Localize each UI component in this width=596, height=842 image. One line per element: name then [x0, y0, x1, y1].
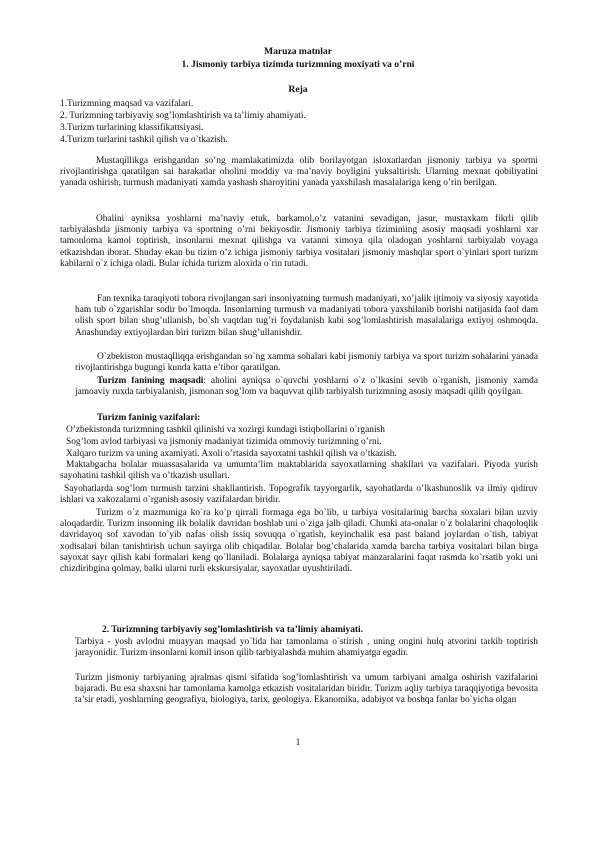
task-item: Xalqaro turizm va uning axamiyati. Axoli o’rtasida sayoxatni tashkil qilish va o’tkazish.: [66, 449, 397, 459]
plan-item: 2. Turizmning tarbiyaviy sog’lomlashtirish va ta’limiy ahamiyati.: [60, 111, 306, 121]
task-item: Sayohatlarda sog’lom turmush tarzini shakllantirish. Topografik tayyorgarlik, sayohatlarda o’lkashunoslik va ilmiy qidiruv ishlari va xakozalarni o`rganish asosiy vazifalardan biridir.: [60, 484, 538, 506]
paragraph-goal: [75, 376, 538, 398]
paragraph: Mustaqillikga erishgandan so’ng mamlakatimizda olib borilayotgan isloxatlardan jismoniy tarbiya va sportni rivojlantirishga qaratilgan sai harakatlar oholini moddiy va ma’naviy boyligini yuksaltirish. Ularning mexnat qobiliyatini yanada oshirish, turmush madaniyati xamda yashash sharoyitini yanada yaxshilash masalalariga keng o’rin berilgan.: [60, 156, 538, 189]
task-item: O’zbekistonda turizmning tashkil qilinishi va xozirgi kundagi istiqbollarini o`rganish: [66, 425, 385, 435]
paragraph: Turizm jismoniy tarbiyaning ajralmas qismi sifatida sog’lomlashtirish va umum tarbiyani amalga oshirish vazifalarini bajaradi. Bu esa shaxsni har tamonlama kamolga etkazish vositalaridan biridir. Turizm aqliy tarbiya taraqqiyotiga bevosita ta’sir etadi, yoshlarning geografiya, biologiya, tarix, geologiya. Ekanomika, adabiyot va boshqa fanlar bo`yicha olgan: [75, 673, 538, 706]
paragraph: Tarbiya - yosh avlodni muayyan maqsad yo`lida har tamonlama o`stirish , uning ongini hulq atvorini tarkib toptirish jarayonidir. Turizm insonlarni komil inson qilib tarbiyalashda muhim ahamiyatga egadir.: [75, 637, 538, 659]
lecture-subtitle: 1. Jismoniy tarbiya tizimda turizmning moxiyati va o’rni: [181, 59, 415, 70]
plan-item: 3.Turizm turlarining klassifikattsiyasi.: [60, 123, 204, 133]
plan-item: 4.Turizm turlarini tashkil qilish va o`tkazish.: [60, 135, 228, 145]
paragraph: Turizm o`z mazmuniga ko`ra ko`p qirrali formaga ega bo`lib, u tarbiya vositalarinig barcha soxalari bilan uzviy aloqadardir. Turizm insonning ilk bolalik davridan boshlab uni o`ziga jalb qiladi. Chunki ata-onalar o`z bolalarini chaqoloqlik davridayoq sof xavodan to`yib nafas olish issiq sovuqqa o`rgatish, keyinchalik esa past baland joylardan o`tish, tabiyat xodisalari bilan tanishtirish uchun sayirga olib chiqadilar. Bolalar bog’chalarida xamda barcha tarbiya vositalari bilan birga sayoxat sayr qilish kabi formalari keng qo`llaniladi. Bolalarga ayniqsa tabiyat manzaralarini faqat rasmda ko`rsatib yoki uni chizdiribgina qolmay, balki ularni turli ekskursiyalar, sayoxatlar uyushtiriladi.: [60, 508, 538, 575]
goal-text: : aholini ayniqsa o`quvchi yoshlarni o`z o`lkasini sevib o`rganish, jismoniy xamda jamoaviy ruxda tarbiyalanish, jismonan sog’lom va baquvvat qilib tarbiyalsh turizmning asosiy maqsadi qilib qoyilgan.: [75, 376, 538, 398]
task-item: Sog’lom avlod tarbiyasi va jismoniy madaniyat tizimida ommoviy turizmning o’rni.: [66, 437, 382, 447]
section-2-title: 2. Turizmning tarbiyaviy sog’lomlashtirish va ta’limiy ahamiyati.: [102, 625, 363, 635]
task-item: Maktabgacha bolalar muassasalarida va umumta’lim maktablarida sayoxatlarning shakllari va vazifalari. Piyoda yurish sayohatini tashkil qilish va o’tkazish usullari.: [60, 460, 538, 482]
paragraph: Ohalini ayniksa yoshlarni ma’naviy etuk, barkamol,o’z vatanini sevadigan, jasur, mustaxkam fikrli qilib tarbiyalashda jismoniy tarbiya va sportning o’rni bekiyosdir. Jismoniy tarbiya tiziminiing asosiy maqsadi yoshlarni xar tamonloma kamol toptirish, insonlarni mexnat qilishga va vatanni ximoya qila oladogan yoshlarni tarbiyalab voyaga etkazishdan iborat. Shuday ekan bu tizim o’z ichiga jismoniy tarbiya vositalari jismoniy mashqlar sport o`yinlari sport turizm kabilarni o`z ichiga oladi. Bular ichida turizm aloxida o`rin tutadi.: [60, 214, 538, 269]
paragraph: O`zbekiston mustaqlliqqa erishgandan so`ng xamma sohalari kabi jismoniy tarbiya va sport turizm sohalarini yanada rivojlantirishga bugungi kunda katta e’tibor qaratilgan.: [75, 352, 538, 374]
plan-item: 1.Turizmning maqsad va vazifalari.: [60, 99, 194, 109]
goal-label: Turizm fanining maqsadi: [97, 376, 204, 386]
paragraph: Fan texnika taraqiyoti tobora rivojlangan sari insoniyatning turmush madaniyati, xo’jalik ijtimoiy va siyosiy xayotida ham tub o`zgarishlar sodir bo`lmoqda. Insonlarning turmush va madaniyati tobora yaxshilanib borishi natijasida faol dam olish sport bilan shug’ullanish, bo`sh vaqtdan tug’ri foydalanish kabi sog’lomlashtirish masalalariga extiyoj oshmoqda. Anashunday extiyojlardan biri turizm bilan shug’ullanishdir.: [75, 294, 538, 338]
document-title: Maruza matnlar: [264, 46, 332, 57]
tasks-heading: Turizm faninig vazifalari:: [97, 413, 201, 423]
page-number: 1: [295, 738, 301, 748]
plan-heading: Reja: [288, 84, 308, 95]
